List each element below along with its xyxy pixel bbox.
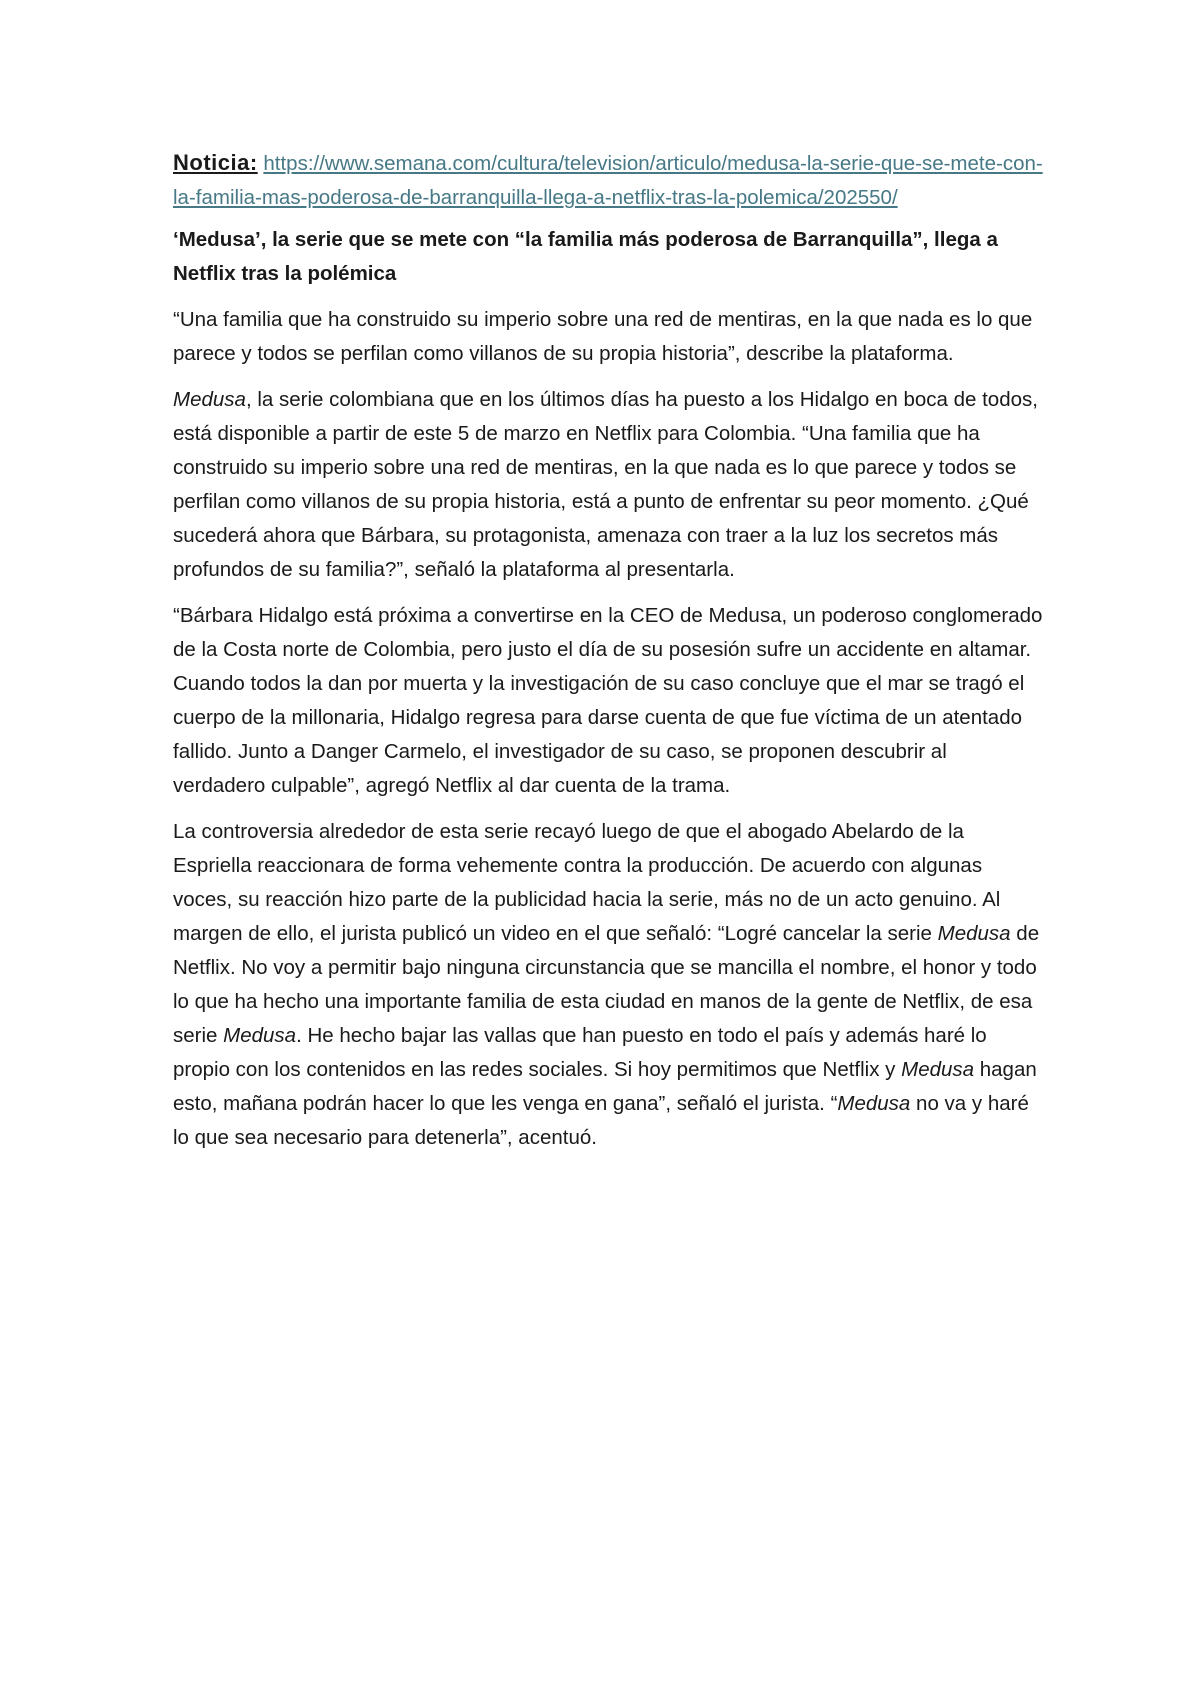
source-link[interactable]: https://www.semana.com/cultura/television/articulo/medusa-la-serie-que-se-mete-con-la-familia-mas-poderosa-de-barranquilla-llega-a-netflix-tras-la-polemica/202550/ [173, 152, 1043, 209]
series-title-italic: Medusa [223, 1024, 297, 1047]
series-title-italic: Medusa [173, 388, 246, 411]
series-title-italic: Medusa [837, 1092, 911, 1115]
series-title-italic: Medusa [937, 922, 1011, 945]
paragraph-4-text-3: . He hecho bajar las vallas que han puesto en todo el país y además haré lo propio con los contenidos en las redes sociales. Si hoy permitimos que Netflix y [173, 1024, 987, 1081]
paragraph-2-text: , la serie colombiana que en los últimos días ha puesto a los Hidalgo en boca de todos, está disponible a partir de este 5 de marzo en Netflix para Colombia. “Una familia que ha construido su imperio sobre una red de mentiras, en la que nada es lo que parece y todos se perfilan como villanos de su propia historia, está a punto de enfrentar su peor momento. ¿Qué sucederá ahora que Bárbara, su protagonista, amenaza con traer a la luz los secretos más profundos de su familia?”, señaló la plataforma al presentarla. [173, 388, 1038, 581]
paragraph-4-text-1: La controversia alrededor de esta serie recayó luego de que el abogado Abelardo de la Espriella reaccionara de forma vehemente contra la producción. De acuerdo con algunas voces, su reacción hizo parte de la publicidad hacia la serie, más no de un acto genuino. Al margen de ello, el jurista publicó un video en el que señaló: “Logré cancelar la serie [173, 820, 1001, 945]
source-line [173, 146, 1043, 215]
article-headline: ‘Medusa’, la serie que se mete con “la familia más poderosa de Barranquilla”, llega a Netflix tras la polémica [173, 228, 998, 285]
paragraph-4-text-5: no va y haré lo que sea necesario para detenerla”, acentuó. [173, 1092, 1029, 1149]
paragraph-2 [173, 383, 1043, 587]
series-title-italic: Medusa [901, 1058, 975, 1081]
paragraph-3: “Bárbara Hidalgo está próxima a convertirse en la CEO de Medusa, un poderoso conglomerado de la Costa norte de Colombia, pero justo el día de su posesión sufre un accidente en altamar. Cuando todos la dan por muerta y la investigación de su caso concluye que el mar se tragó el cuerpo de la millonaria, Hidalgo regresa para darse cuenta de que fue víctima de un atentado fallido. Junto a Danger Carmelo, el investigador de su caso, se proponen descubrir al verdadero culpable”, agregó Netflix al dar cuenta de la trama. [173, 604, 1043, 797]
paragraph-1: “Una familia que ha construido su imperio sobre una red de mentiras, en la que nada es lo que parece y todos se perfilan como villanos de su propia historia”, describe la plataforma. [173, 308, 1033, 365]
source-label: Noticia: [173, 150, 258, 175]
document-page [173, 146, 1043, 1167]
paragraph-4 [173, 815, 1043, 1155]
paragraph-4-text-2: de Netflix. No voy a permitir bajo ninguna circunstancia que se mancilla el nombre, el honor y todo lo que ha hecho una importante familia de esta ciudad en manos de la gente de Netflix, de esa serie [173, 922, 1040, 1047]
paragraph-4-text-4: hagan esto, mañana podrán hacer lo que les venga en gana”, señaló el jurista. “ [173, 1058, 1037, 1115]
